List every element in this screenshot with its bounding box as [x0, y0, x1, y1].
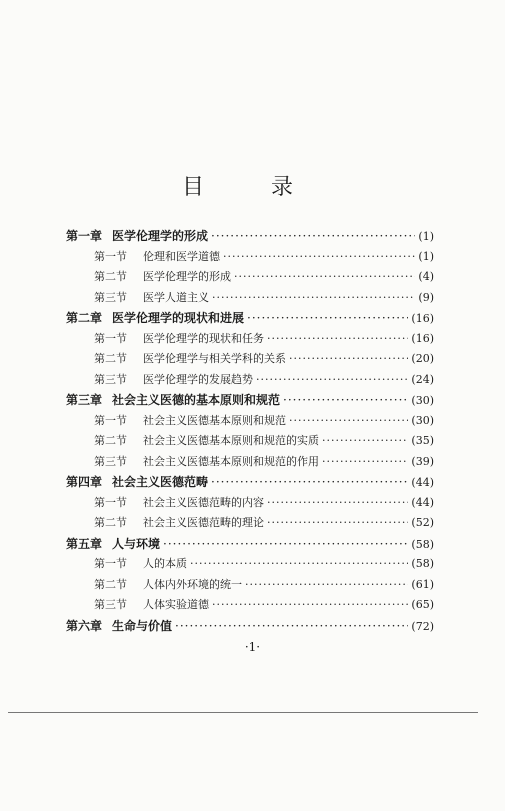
toc-number: 第三节 — [94, 290, 127, 304]
toc-number: 第三节 — [94, 454, 127, 468]
toc-number: 第一节 — [94, 249, 127, 263]
toc-title: 医学伦理学的形成 — [112, 229, 209, 243]
toc-leader — [247, 308, 408, 329]
toc-title: 社会主义医德基本原则和规范 — [143, 413, 286, 427]
toc-page: (44) — [411, 495, 434, 509]
toc-page: (39) — [411, 454, 434, 468]
toc-title: 社会主义医德的基本原则和规范 — [112, 393, 281, 407]
toc-leader — [256, 370, 408, 391]
toc-section[interactable] — [66, 349, 434, 370]
toc-number: 第一节 — [94, 413, 127, 427]
toc-section[interactable] — [66, 595, 434, 616]
toc-chapter-3[interactable] — [66, 390, 434, 411]
toc-page: (61) — [411, 577, 434, 591]
toc-leader — [211, 226, 415, 247]
toc-page: (52) — [411, 516, 434, 529]
toc-number: 第二节 — [94, 577, 127, 591]
toc-number: 第三章 — [66, 393, 103, 407]
toc-leader — [289, 349, 408, 370]
toc-page: (20) — [411, 352, 434, 365]
toc-chapter-4[interactable] — [66, 472, 434, 493]
toc-page: (44) — [411, 476, 434, 489]
toc-leader — [234, 267, 415, 288]
toc-leader — [267, 513, 408, 534]
toc-section[interactable] — [66, 431, 434, 452]
toc-title: 社会主义医德基本原则和规范的作用 — [143, 454, 319, 468]
toc-leader — [190, 554, 408, 575]
toc-page: (1) — [418, 230, 434, 243]
toc-number: 第三节 — [94, 598, 127, 611]
toc-number: 第三节 — [94, 372, 127, 386]
toc-number: 第二节 — [94, 270, 127, 283]
page-title: 目 录 — [182, 175, 323, 200]
toc-chapter-6[interactable] — [66, 616, 434, 637]
toc-page: (35) — [411, 434, 434, 447]
toc-number: 第四章 — [66, 475, 103, 489]
toc-page: (1) — [418, 249, 434, 263]
toc-page: (72) — [411, 619, 434, 633]
toc-section[interactable] — [66, 575, 434, 596]
toc-chapter-5[interactable] — [66, 534, 434, 555]
toc-page: (4) — [418, 270, 434, 283]
toc-title: 人体内外环境的统一 — [143, 577, 242, 591]
toc-section[interactable] — [66, 411, 434, 432]
toc-leader — [211, 472, 408, 493]
toc-number: 第一节 — [94, 495, 127, 509]
toc-title: 社会主义医德基本原则和规范的实质 — [143, 434, 319, 447]
toc-leader — [245, 575, 408, 596]
toc-number: 第二章 — [66, 311, 103, 325]
toc-section[interactable] — [66, 493, 434, 514]
toc-title: 人与环境 — [112, 536, 161, 551]
toc-section[interactable] — [66, 329, 434, 350]
toc-section[interactable] — [66, 267, 434, 288]
toc-leader — [283, 390, 408, 411]
toc-leader — [322, 452, 408, 473]
toc-title: 医学伦理学的发展趋势 — [143, 372, 253, 386]
toc-title: 医学伦理学的现状和进展 — [112, 311, 245, 325]
toc-leader — [322, 431, 408, 452]
toc-leader — [289, 411, 408, 432]
toc-page: (16) — [411, 331, 434, 345]
toc-chapter-1[interactable] — [66, 226, 434, 247]
toc-leader — [267, 493, 408, 514]
toc-title: 社会主义医德范畴 — [112, 475, 209, 489]
toc-title: 伦理和医学道德 — [143, 249, 220, 263]
toc-title: 人体实验道德 — [143, 598, 209, 611]
toc-leader — [223, 247, 415, 268]
toc-number: 第二节 — [94, 352, 127, 365]
toc-page: (16) — [411, 312, 434, 325]
toc-number: 第六章 — [66, 618, 103, 633]
toc-leader — [163, 534, 408, 555]
toc-title: 生命与价值 — [112, 618, 173, 633]
toc-number: 第五章 — [66, 536, 103, 551]
toc-leader — [175, 616, 408, 637]
toc-number: 第二节 — [94, 516, 127, 529]
toc-page: (30) — [411, 413, 434, 427]
toc-title: 社会主义医德范畴的内容 — [143, 495, 264, 509]
table-of-contents — [66, 226, 434, 636]
toc-title: 医学伦理学的形成 — [143, 270, 231, 283]
toc-title: 医学伦理学的现状和任务 — [143, 331, 264, 345]
toc-page: (24) — [411, 372, 434, 386]
toc-number: 第一节 — [94, 557, 127, 570]
toc-page: (30) — [411, 394, 434, 407]
toc-page: (58) — [411, 557, 434, 570]
toc-title: 人的本质 — [143, 557, 187, 570]
toc-chapter-2[interactable] — [66, 308, 434, 329]
toc-section[interactable] — [66, 288, 434, 309]
toc-title: 医学伦理学与相关学科的关系 — [143, 352, 286, 365]
toc-section[interactable] — [66, 370, 434, 391]
toc-leader — [212, 595, 408, 616]
toc-section[interactable] — [66, 554, 434, 575]
toc-leader — [212, 288, 415, 309]
page-number: ·1· — [244, 640, 261, 654]
toc-section[interactable] — [66, 513, 434, 534]
toc-title: 医学人道主义 — [143, 290, 209, 304]
toc-section[interactable] — [66, 452, 434, 473]
toc-page: (9) — [418, 290, 434, 304]
bottom-rule — [8, 712, 478, 713]
toc-number: 第一节 — [94, 331, 127, 345]
toc-leader — [267, 329, 408, 350]
toc-number: 第二节 — [94, 434, 127, 447]
toc-page: (58) — [411, 537, 434, 551]
toc-number: 第一章 — [66, 229, 103, 243]
toc-section[interactable] — [66, 247, 434, 268]
toc-title: 社会主义医德范畴的理论 — [143, 516, 264, 529]
toc-page: (65) — [411, 598, 434, 611]
